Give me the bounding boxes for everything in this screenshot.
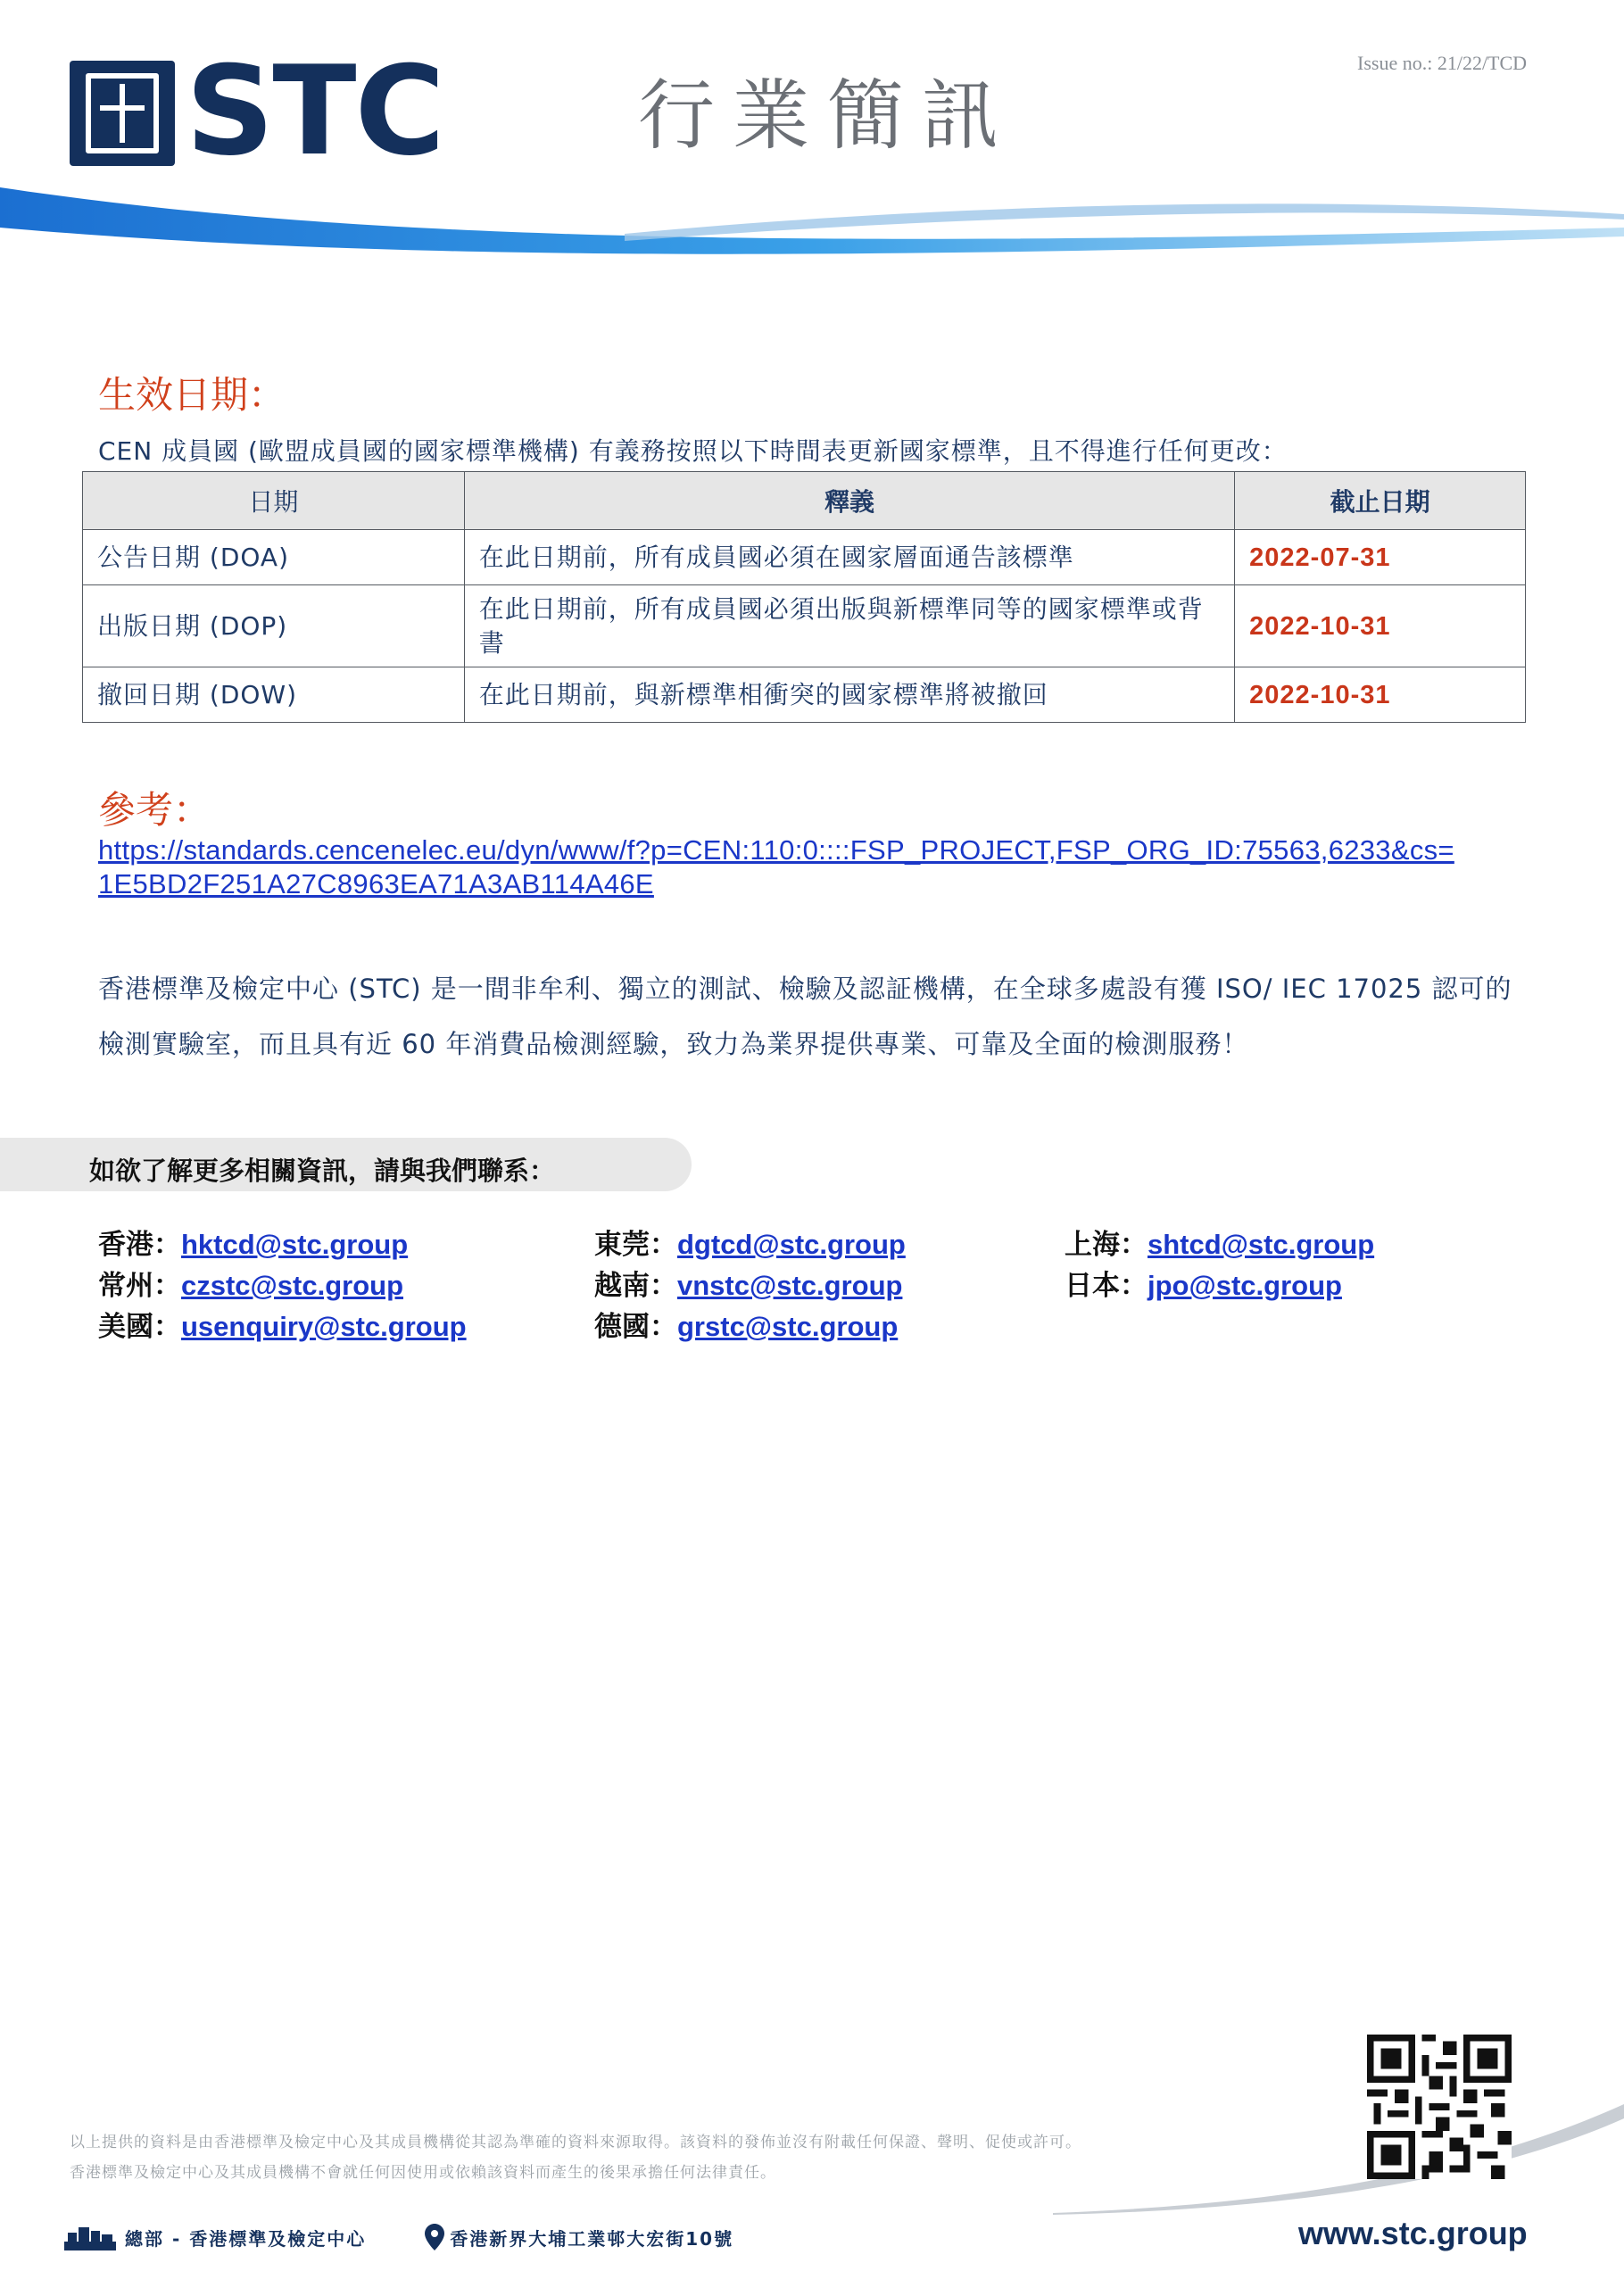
dates-table bbox=[82, 471, 1526, 723]
contact-label: 香港： bbox=[98, 1229, 181, 1261]
qr-code-icon bbox=[1367, 2035, 1512, 2179]
header-swoosh bbox=[0, 178, 1624, 277]
description-cell: 在此日期前，所有成員國必須出版與新標準同等的國家標準或背書 bbox=[464, 585, 1234, 667]
email-link[interactable]: czstc@stc.group bbox=[181, 1270, 403, 1301]
contact-item bbox=[594, 1304, 898, 1344]
email-link[interactable]: jpo@stc.group bbox=[1148, 1270, 1342, 1301]
contact-item bbox=[1065, 1263, 1342, 1303]
contact-item bbox=[1065, 1222, 1374, 1262]
deadline-cell: 2022-10-31 bbox=[1235, 585, 1526, 667]
contact-label: 德國： bbox=[594, 1311, 677, 1343]
location-pin-icon bbox=[425, 2224, 444, 2250]
effective-intro: CEN 成員國 (歐盟成員國的國家標準機構) 有義務按照以下時間表更新國家標準，且不得進行任何更改： bbox=[98, 436, 1288, 466]
contact-label: 美國： bbox=[98, 1311, 181, 1343]
contact-label: 越南： bbox=[594, 1270, 677, 1302]
contact-item bbox=[594, 1222, 906, 1262]
contact-item bbox=[98, 1263, 403, 1303]
building-icon bbox=[64, 2224, 116, 2250]
reference-link-continued[interactable]: 1E5BD2F251A27C8963EA71A3AB114A46E bbox=[98, 868, 654, 899]
about-text-line: 香港標準及檢定中心 (STC) 是一間非牟利、獨立的測試、檢驗及認証機構，在全球多處設有獲 ISO/ IEC 17025 認可的 bbox=[98, 974, 1512, 1004]
term-cell: 公告日期 (DOA) bbox=[83, 530, 465, 585]
email-link[interactable]: dgtcd@stc.group bbox=[677, 1229, 906, 1260]
contact-label: 常州： bbox=[98, 1270, 181, 1302]
email-link[interactable]: grstc@stc.group bbox=[677, 1311, 899, 1342]
contact-label: 東莞： bbox=[594, 1229, 677, 1261]
column-header: 日期 bbox=[83, 472, 465, 530]
contact-label: 上海： bbox=[1065, 1229, 1148, 1261]
email-link[interactable]: hktcd@stc.group bbox=[181, 1229, 409, 1260]
about-text-line: 檢測實驗室，而且具有近 60 年消費品檢測經驗，致力為業界提供專業、可靠及全面的檢測服務！ bbox=[98, 1029, 1249, 1059]
contact-item bbox=[594, 1263, 902, 1303]
column-header: 釋義 bbox=[464, 472, 1234, 530]
email-link[interactable]: vnstc@stc.group bbox=[677, 1270, 903, 1301]
column-header: 截止日期 bbox=[1235, 472, 1526, 530]
email-link[interactable]: usenquiry@stc.group bbox=[181, 1311, 467, 1342]
footer-swoosh bbox=[1053, 2079, 1624, 2222]
description-cell: 在此日期前，與新標準相衝突的國家標準將被撤回 bbox=[464, 667, 1234, 723]
address-text: 香港新界大埔工業邨大宏街10號 bbox=[450, 2227, 734, 2250]
table-row bbox=[83, 667, 1526, 723]
term-cell: 撤回日期 (DOW) bbox=[83, 667, 465, 723]
newsletter-title: 行業簡訊 bbox=[638, 71, 1016, 161]
disclaimer-line: 以上提供的資料是由香港標準及檢定中心及其成員機構從其認為準確的資料來源取得。該資料的發佈並沒有附載任何保證、聲明、促使或許可。 bbox=[70, 2134, 1081, 2151]
contact-item bbox=[98, 1304, 467, 1344]
table-row bbox=[83, 530, 1526, 585]
term-cell: 出版日期 (DOP) bbox=[83, 585, 465, 667]
stc-emblem-icon bbox=[70, 61, 175, 166]
effective-dates-heading: 生效日期： bbox=[98, 373, 286, 417]
table-header-row bbox=[83, 472, 1526, 530]
contact-item bbox=[98, 1222, 408, 1262]
website-link[interactable]: www.stc.group bbox=[1298, 2215, 1528, 2251]
stc-logo bbox=[70, 39, 462, 183]
headquarters-label: 總部 - 香港標準及檢定中心 bbox=[125, 2227, 367, 2250]
logo-text: STC bbox=[186, 39, 443, 183]
deadline-cell: 2022-07-31 bbox=[1235, 530, 1526, 585]
contact-banner-text: 如欲了解更多相關資訊，請與我們聯系： bbox=[89, 1156, 556, 1186]
reference-heading: 參考： bbox=[98, 788, 211, 832]
email-link[interactable]: shtcd@stc.group bbox=[1148, 1229, 1375, 1260]
issue-number: Issue no.: 21/22/TCD bbox=[1357, 52, 1528, 74]
footer-address bbox=[64, 2222, 733, 2252]
deadline-cell: 2022-10-31 bbox=[1235, 667, 1526, 723]
disclaimer-line: 香港標準及檢定中心及其成員機構不會就任何因使用或依賴該資料而產生的後果承擔任何法律責任。 bbox=[70, 2164, 776, 2182]
contact-label: 日本： bbox=[1065, 1270, 1148, 1302]
table-row bbox=[83, 585, 1526, 667]
description-cell: 在此日期前，所有成員國必須在國家層面通告該標準 bbox=[464, 530, 1234, 585]
reference-link[interactable]: https://standards.cencenelec.eu/dyn/www/f?p=CEN:110:0::::FSP_PROJECT,FSP_ORG_ID:75563,6233&cs= bbox=[98, 834, 1454, 866]
